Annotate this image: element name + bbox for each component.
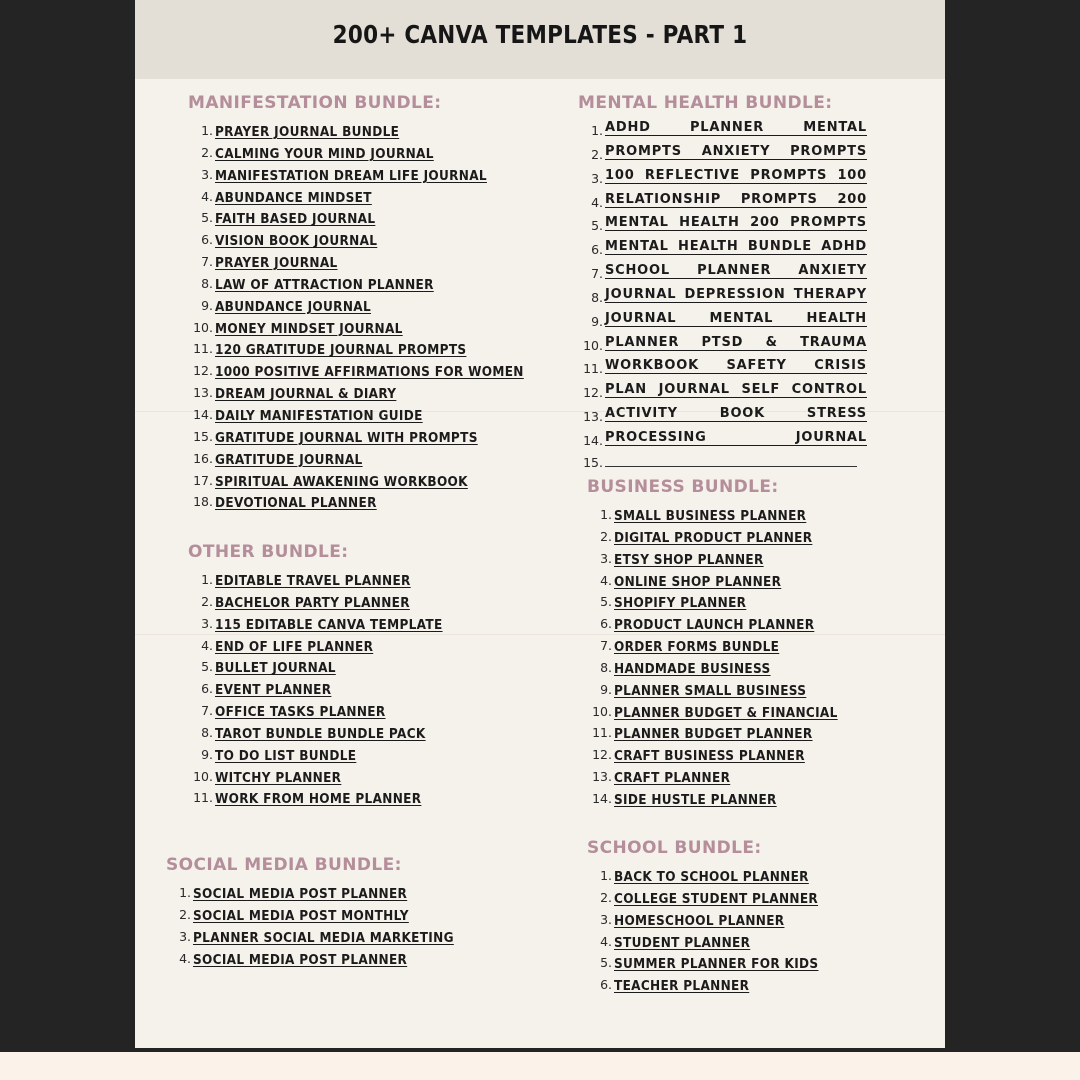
item-text: CRAFT PLANNER	[614, 771, 731, 787]
item-number: 11.	[592, 725, 612, 741]
list-item	[600, 887, 834, 909]
item-number: 12.	[583, 385, 603, 401]
list-item	[583, 406, 867, 428]
item-text: ORDER FORMS BUNDLE	[614, 640, 780, 656]
list-item	[591, 167, 867, 190]
item-text: DREAM JOURNAL & DIARY	[215, 387, 397, 403]
item-text: HOMESCHOOL PLANNER	[614, 913, 785, 929]
list-item	[583, 452, 867, 474]
list-item	[201, 142, 547, 164]
list-item	[179, 926, 473, 948]
list-item	[592, 788, 854, 810]
list-item	[193, 491, 547, 513]
item-number: 8.	[600, 659, 612, 675]
section-mental-health	[578, 93, 867, 474]
item-text: HANDMADE BUSINESS	[614, 661, 771, 677]
list-item	[591, 239, 867, 261]
section-title: SOCIAL MEDIA BUNDLE:	[166, 855, 402, 875]
item-text: MONEY MINDSET JOURNAL	[215, 321, 403, 337]
list-item	[201, 722, 460, 744]
list-item	[600, 865, 834, 887]
list-item	[193, 338, 547, 360]
list-item	[592, 701, 854, 723]
item-text: JOURNAL DEPRESSION THERAPY	[605, 286, 867, 302]
item-text: ABUNDANCE JOURNAL	[215, 299, 371, 315]
section-manifestation	[188, 93, 547, 513]
header-band	[135, 0, 945, 79]
item-text: BULLET JOURNAL	[215, 661, 336, 677]
item-text: END OF LIFE PLANNER	[215, 639, 374, 655]
item-text: TEACHER PLANNER	[614, 979, 750, 995]
item-text: PRODUCT LAUNCH PLANNER	[614, 618, 815, 634]
list-item	[591, 263, 867, 285]
section-school	[587, 838, 834, 996]
item-number: 12.	[592, 747, 612, 763]
item-list	[193, 120, 547, 513]
list-item	[201, 295, 547, 317]
list-item	[193, 360, 547, 382]
item-text: ABUNDANCE MINDSET	[215, 190, 372, 206]
item-text: SIDE HUSTLE PLANNER	[614, 792, 777, 808]
item-text: ONLINE SHOP PLANNER	[614, 574, 782, 590]
item-number: 11.	[193, 790, 213, 806]
item-number: 6.	[591, 242, 603, 258]
document-page	[135, 0, 945, 1048]
item-text: SHOPIFY PLANNER	[614, 596, 747, 612]
item-number: 2.	[600, 528, 612, 544]
item-text: SOCIAL MEDIA POST MONTHLY	[193, 908, 409, 924]
item-text: PROCESSING JOURNAL	[605, 429, 867, 445]
item-text: CRAFT BUSINESS PLANNER	[614, 749, 805, 765]
item-number: 11.	[193, 341, 213, 357]
item-text: PRAYER JOURNAL	[215, 256, 338, 272]
item-text: PROMPTS ANXIETY PROMPTS	[605, 143, 867, 159]
item-text: 1000 POSITIVE AFFIRMATIONS FOR WOMEN	[215, 365, 524, 381]
list-item	[193, 382, 547, 404]
item-text: MANIFESTATION DREAM LIFE JOURNAL	[215, 168, 487, 184]
item-number: 5.	[600, 955, 612, 971]
list-item	[201, 569, 460, 591]
item-number: 18.	[193, 494, 213, 510]
section-title: MANIFESTATION BUNDLE:	[188, 93, 442, 113]
list-item	[600, 635, 854, 657]
list-item	[201, 251, 547, 273]
item-number: 6.	[201, 232, 213, 248]
item-list	[583, 120, 867, 474]
item-list	[592, 504, 854, 810]
item-text: WITCHY PLANNER	[215, 770, 342, 786]
item-text: COLLEGE STUDENT PLANNER	[614, 891, 819, 907]
item-number: 4.	[600, 933, 612, 949]
item-text: SOCIAL MEDIA POST PLANNER	[193, 952, 408, 968]
list-item	[591, 215, 867, 237]
list-item	[201, 120, 547, 142]
list-item	[583, 334, 867, 357]
list-item	[583, 382, 867, 404]
list-item	[201, 273, 547, 295]
list-item	[600, 909, 834, 931]
list-item	[600, 974, 834, 996]
section-title: MENTAL HEALTH BUNDLE:	[578, 93, 833, 113]
section-business	[587, 477, 854, 810]
item-text: PLANNER SOCIAL MEDIA MARKETING	[193, 930, 454, 946]
item-text: ACTIVITY BOOK STRESS	[605, 406, 867, 422]
item-text: DEVOTIONAL PLANNER	[215, 496, 377, 512]
list-item	[201, 591, 460, 613]
list-item	[591, 310, 867, 333]
item-number: 10.	[583, 337, 603, 353]
item-number: 5.	[201, 659, 213, 675]
list-item	[201, 229, 547, 251]
item-number: 9.	[600, 681, 612, 697]
item-number: 13.	[583, 409, 603, 425]
list-item	[179, 904, 473, 926]
list-item	[193, 787, 460, 809]
item-text: 100 REFLECTIVE PROMPTS 100	[605, 167, 867, 183]
item-text: BACK TO SCHOOL PLANNER	[614, 870, 809, 885]
section-social-media	[166, 855, 473, 969]
item-number: 1.	[201, 123, 213, 138]
item-text: STUDENT PLANNER	[614, 935, 751, 951]
item-text: RELATIONSHIP PROMPTS 200	[605, 191, 867, 207]
list-item	[193, 448, 547, 470]
item-number: 3.	[600, 911, 612, 927]
list-item	[583, 358, 867, 380]
list-item	[591, 120, 867, 142]
item-number: 7.	[201, 254, 213, 270]
item-text: DIGITAL PRODUCT PLANNER	[614, 530, 813, 546]
item-text: SMALL BUSINESS PLANNER	[614, 509, 807, 524]
item-number: 8.	[201, 275, 213, 291]
list-item	[201, 613, 460, 635]
item-number: 14.	[592, 790, 612, 806]
item-number: 3.	[201, 166, 213, 182]
item-text: GRATITUDE JOURNAL WITH PROMPTS	[215, 430, 478, 446]
item-number: 3.	[600, 550, 612, 566]
list-item	[600, 679, 854, 701]
item-text: MENTAL HEALTH 200 PROMPTS	[605, 215, 867, 231]
list-item	[600, 657, 854, 679]
item-number: 9.	[201, 297, 213, 313]
item-text: OFFICE TASKS PLANNER	[215, 705, 386, 721]
section-other	[188, 542, 460, 809]
item-number: 13.	[193, 385, 213, 401]
list-item	[201, 678, 460, 700]
item-number: 15.	[193, 428, 213, 444]
item-number: 10.	[193, 768, 213, 784]
list-item	[600, 952, 834, 974]
item-list	[600, 865, 834, 996]
item-text: TO DO LIST BUNDLE	[215, 748, 357, 764]
item-text: 120 GRATITUDE JOURNAL PROMPTS	[215, 343, 467, 359]
item-number: 2.	[201, 593, 213, 609]
item-number: 2.	[201, 144, 213, 160]
list-item	[600, 504, 854, 526]
item-number: 3.	[179, 928, 191, 944]
item-number: 3.	[591, 170, 603, 186]
list-item	[201, 656, 460, 678]
item-number: 7.	[201, 703, 213, 719]
item-text: PLANNER BUDGET & FINANCIAL	[614, 705, 838, 721]
list-item	[193, 766, 460, 788]
item-number: 10.	[193, 319, 213, 335]
item-text: SPIRITUAL AWAKENING WORKBOOK	[215, 474, 468, 490]
list-item	[592, 744, 854, 766]
item-text: JOURNAL MENTAL HEALTH	[605, 310, 867, 326]
item-number: 1.	[600, 507, 612, 522]
item-text: WORK FROM HOME PLANNER	[215, 792, 422, 808]
item-number: 7.	[591, 266, 603, 282]
item-number: 8.	[201, 724, 213, 740]
item-number: 11.	[583, 361, 603, 377]
item-list	[193, 569, 460, 809]
item-number: 6.	[600, 977, 612, 993]
item-number: 17.	[193, 472, 213, 488]
item-text: TAROT BUNDLE BUNDLE PACK	[215, 726, 426, 742]
list-item	[591, 143, 867, 166]
item-text: WORKBOOK SAFETY CRISIS	[605, 358, 867, 374]
item-number: 10.	[592, 703, 612, 719]
list-item	[201, 207, 547, 229]
item-text: SCHOOL PLANNER ANXIETY	[605, 263, 867, 279]
item-text: SUMMER PLANNER FOR KIDS	[614, 957, 819, 973]
list-item	[193, 404, 547, 426]
list-item	[201, 635, 460, 657]
list-item	[591, 286, 867, 309]
item-text: FAITH BASED JOURNAL	[215, 212, 376, 228]
list-item	[600, 526, 854, 548]
list-item	[201, 164, 547, 186]
item-number: 14.	[193, 406, 213, 422]
list-item	[600, 548, 854, 570]
item-text: EDITABLE TRAVEL PLANNER	[215, 574, 411, 589]
blank-entry-line	[605, 466, 857, 467]
item-text: PLANNER BUDGET PLANNER	[614, 727, 813, 743]
item-number: 16.	[193, 450, 213, 466]
item-text: PRAYER JOURNAL BUNDLE	[215, 125, 400, 140]
item-number: 7.	[600, 638, 612, 654]
item-text: LAW OF ATTRACTION PLANNER	[215, 277, 434, 293]
section-title: BUSINESS BUNDLE:	[587, 477, 779, 497]
item-number: 2.	[591, 146, 603, 162]
bottom-strip	[0, 1052, 1080, 1080]
item-number: 15.	[583, 454, 603, 470]
item-number: 2.	[179, 906, 191, 922]
item-number: 1.	[179, 885, 191, 900]
item-number: 5.	[600, 594, 612, 610]
section-title: SCHOOL BUNDLE:	[587, 838, 762, 858]
item-number: 8.	[591, 289, 603, 305]
item-list	[179, 882, 473, 969]
item-text: DAILY MANIFESTATION GUIDE	[215, 408, 423, 424]
list-item	[201, 186, 547, 208]
item-text: GRATITUDE JOURNAL	[215, 452, 363, 468]
item-text: PLANNER SMALL BUSINESS	[614, 683, 807, 699]
item-text: ETSY SHOP PLANNER	[614, 552, 764, 568]
item-text: BACHELOR PARTY PLANNER	[215, 595, 410, 611]
item-number: 13.	[592, 769, 612, 785]
list-item	[591, 191, 867, 214]
item-number: 9.	[591, 313, 603, 329]
item-number: 1.	[591, 123, 603, 138]
item-number: 9.	[201, 746, 213, 762]
list-item	[201, 744, 460, 766]
item-number: 5.	[591, 218, 603, 234]
list-item	[193, 317, 547, 339]
item-number: 12.	[193, 363, 213, 379]
section-title: OTHER BUNDLE:	[188, 542, 349, 562]
list-item	[592, 766, 854, 788]
item-number: 1.	[201, 572, 213, 587]
item-number: 4.	[600, 572, 612, 588]
item-text: PLANNER PTSD & TRAUMA	[605, 334, 867, 350]
item-text: EVENT PLANNER	[215, 683, 332, 699]
item-number: 4.	[591, 194, 603, 210]
item-number: 4.	[201, 188, 213, 204]
item-number: 5.	[201, 210, 213, 226]
list-item	[600, 570, 854, 592]
item-number: 4.	[179, 950, 191, 966]
item-text: ADHD PLANNER MENTAL	[605, 120, 867, 135]
list-item	[600, 591, 854, 613]
list-item	[179, 948, 473, 970]
item-number: 14.	[583, 432, 603, 448]
item-text: PLAN JOURNAL SELF CONTROL	[605, 382, 867, 398]
list-item	[600, 931, 834, 953]
item-text: MENTAL HEALTH BUNDLE ADHD	[605, 239, 867, 255]
item-text: SOCIAL MEDIA POST PLANNER	[193, 887, 408, 902]
list-item	[592, 722, 854, 744]
item-text: 115 EDITABLE CANVA TEMPLATE	[215, 617, 443, 633]
item-number: 1.	[600, 868, 612, 883]
item-text: CALMING YOUR MIND JOURNAL	[215, 146, 434, 162]
item-text: VISION BOOK JOURNAL	[215, 234, 378, 250]
item-number: 3.	[201, 615, 213, 631]
list-item	[600, 613, 854, 635]
list-item	[193, 426, 547, 448]
item-number: 2.	[600, 889, 612, 905]
item-number: 6.	[201, 681, 213, 697]
page-title: 200+ CANVA TEMPLATES - PART 1	[332, 20, 748, 49]
list-item	[179, 882, 473, 904]
list-item	[193, 470, 547, 492]
list-item	[583, 429, 867, 452]
list-item	[201, 700, 460, 722]
item-number: 6.	[600, 616, 612, 632]
item-number: 4.	[201, 637, 213, 653]
